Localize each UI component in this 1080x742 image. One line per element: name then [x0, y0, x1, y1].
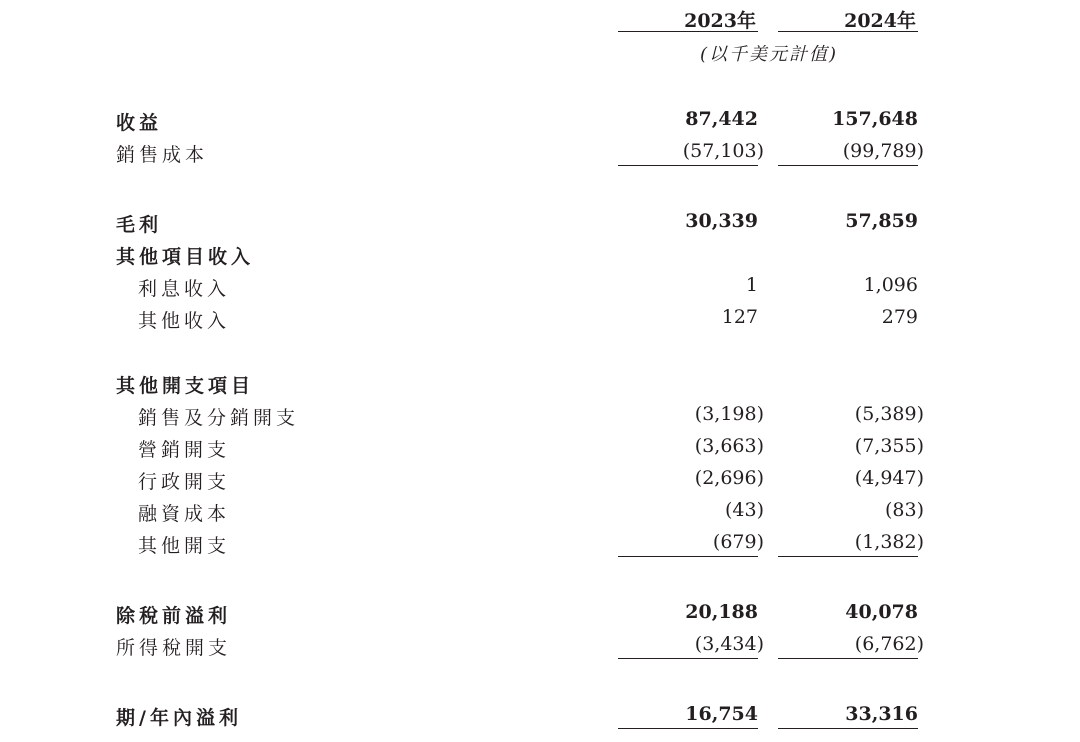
row-label-revenue: 收益 — [116, 112, 163, 134]
value-2023-other-income: 127 — [721, 306, 758, 328]
row-label-selling-distribution: 銷售及分銷開支 — [138, 407, 300, 429]
value-2023-gross-profit: 30,339 — [685, 210, 758, 232]
tax-line-2023 — [618, 658, 758, 659]
row-label-marketing: 營銷開支 — [138, 439, 231, 461]
value-2024-profit-for-period: 33,316 — [845, 703, 918, 725]
value-2023-cost-of-sales: (57,103) — [682, 140, 764, 162]
value-2023-profit-before-tax: 20,188 — [685, 601, 758, 623]
unit-note: (以千美元計值) — [699, 44, 839, 65]
row-label-other-income: 其他收入 — [138, 310, 231, 332]
value-2024-other-income: 279 — [881, 306, 918, 328]
row-label-gross-profit: 毛利 — [116, 214, 163, 236]
value-2024-revenue: 157,648 — [832, 108, 918, 130]
subtotal-line-2024 — [778, 165, 918, 166]
subtotal-line-2023 — [618, 165, 758, 166]
value-2024-selling-distribution: (5,389) — [854, 403, 924, 425]
column-header-2023: 2023年 — [684, 10, 756, 32]
row-label-income-tax: 所得稅開支 — [116, 637, 232, 659]
value-2024-marketing: (7,355) — [854, 435, 924, 457]
total-line-2024 — [778, 728, 918, 729]
value-2023-other-expenses: (679) — [712, 531, 764, 553]
row-label-other-expense-items: 其他開支項目 — [116, 375, 255, 397]
row-label-other-expenses: 其他開支 — [138, 535, 231, 557]
value-2023-interest-income: 1 — [745, 274, 758, 296]
value-2023-income-tax: (3,434) — [694, 633, 764, 655]
value-2024-administrative: (4,947) — [854, 467, 924, 489]
value-2023-revenue: 87,442 — [685, 108, 758, 130]
row-label-profit-for-period: 期/年內溢利 — [116, 707, 242, 729]
row-label-finance-costs: 融資成本 — [138, 503, 231, 525]
value-2024-profit-before-tax: 40,078 — [845, 601, 918, 623]
header-underline-2024 — [778, 31, 918, 32]
expenses-line-2024 — [778, 556, 918, 557]
value-2024-interest-income: 1,096 — [863, 274, 918, 296]
value-2024-gross-profit: 57,859 — [845, 210, 918, 232]
value-2024-cost-of-sales: (99,789) — [842, 140, 924, 162]
value-2023-profit-for-period: 16,754 — [685, 703, 758, 725]
value-2023-administrative: (2,696) — [694, 467, 764, 489]
value-2023-marketing: (3,663) — [694, 435, 764, 457]
value-2024-income-tax: (6,762) — [854, 633, 924, 655]
column-header-2024: 2024年 — [844, 10, 916, 32]
value-2023-selling-distribution: (3,198) — [694, 403, 764, 425]
value-2023-finance-costs: (43) — [724, 499, 764, 521]
row-label-interest-income: 利息收入 — [138, 278, 231, 300]
row-label-other-income-items: 其他項目收入 — [116, 246, 255, 268]
header-underline-2023 — [618, 31, 758, 32]
row-label-profit-before-tax: 除稅前溢利 — [116, 605, 232, 627]
value-2024-finance-costs: (83) — [884, 499, 924, 521]
total-line-2023 — [618, 728, 758, 729]
value-2024-other-expenses: (1,382) — [854, 531, 924, 553]
expenses-line-2023 — [618, 556, 758, 557]
row-label-administrative: 行政開支 — [138, 471, 231, 493]
row-label-cost-of-sales: 銷售成本 — [116, 144, 209, 166]
tax-line-2024 — [778, 658, 918, 659]
